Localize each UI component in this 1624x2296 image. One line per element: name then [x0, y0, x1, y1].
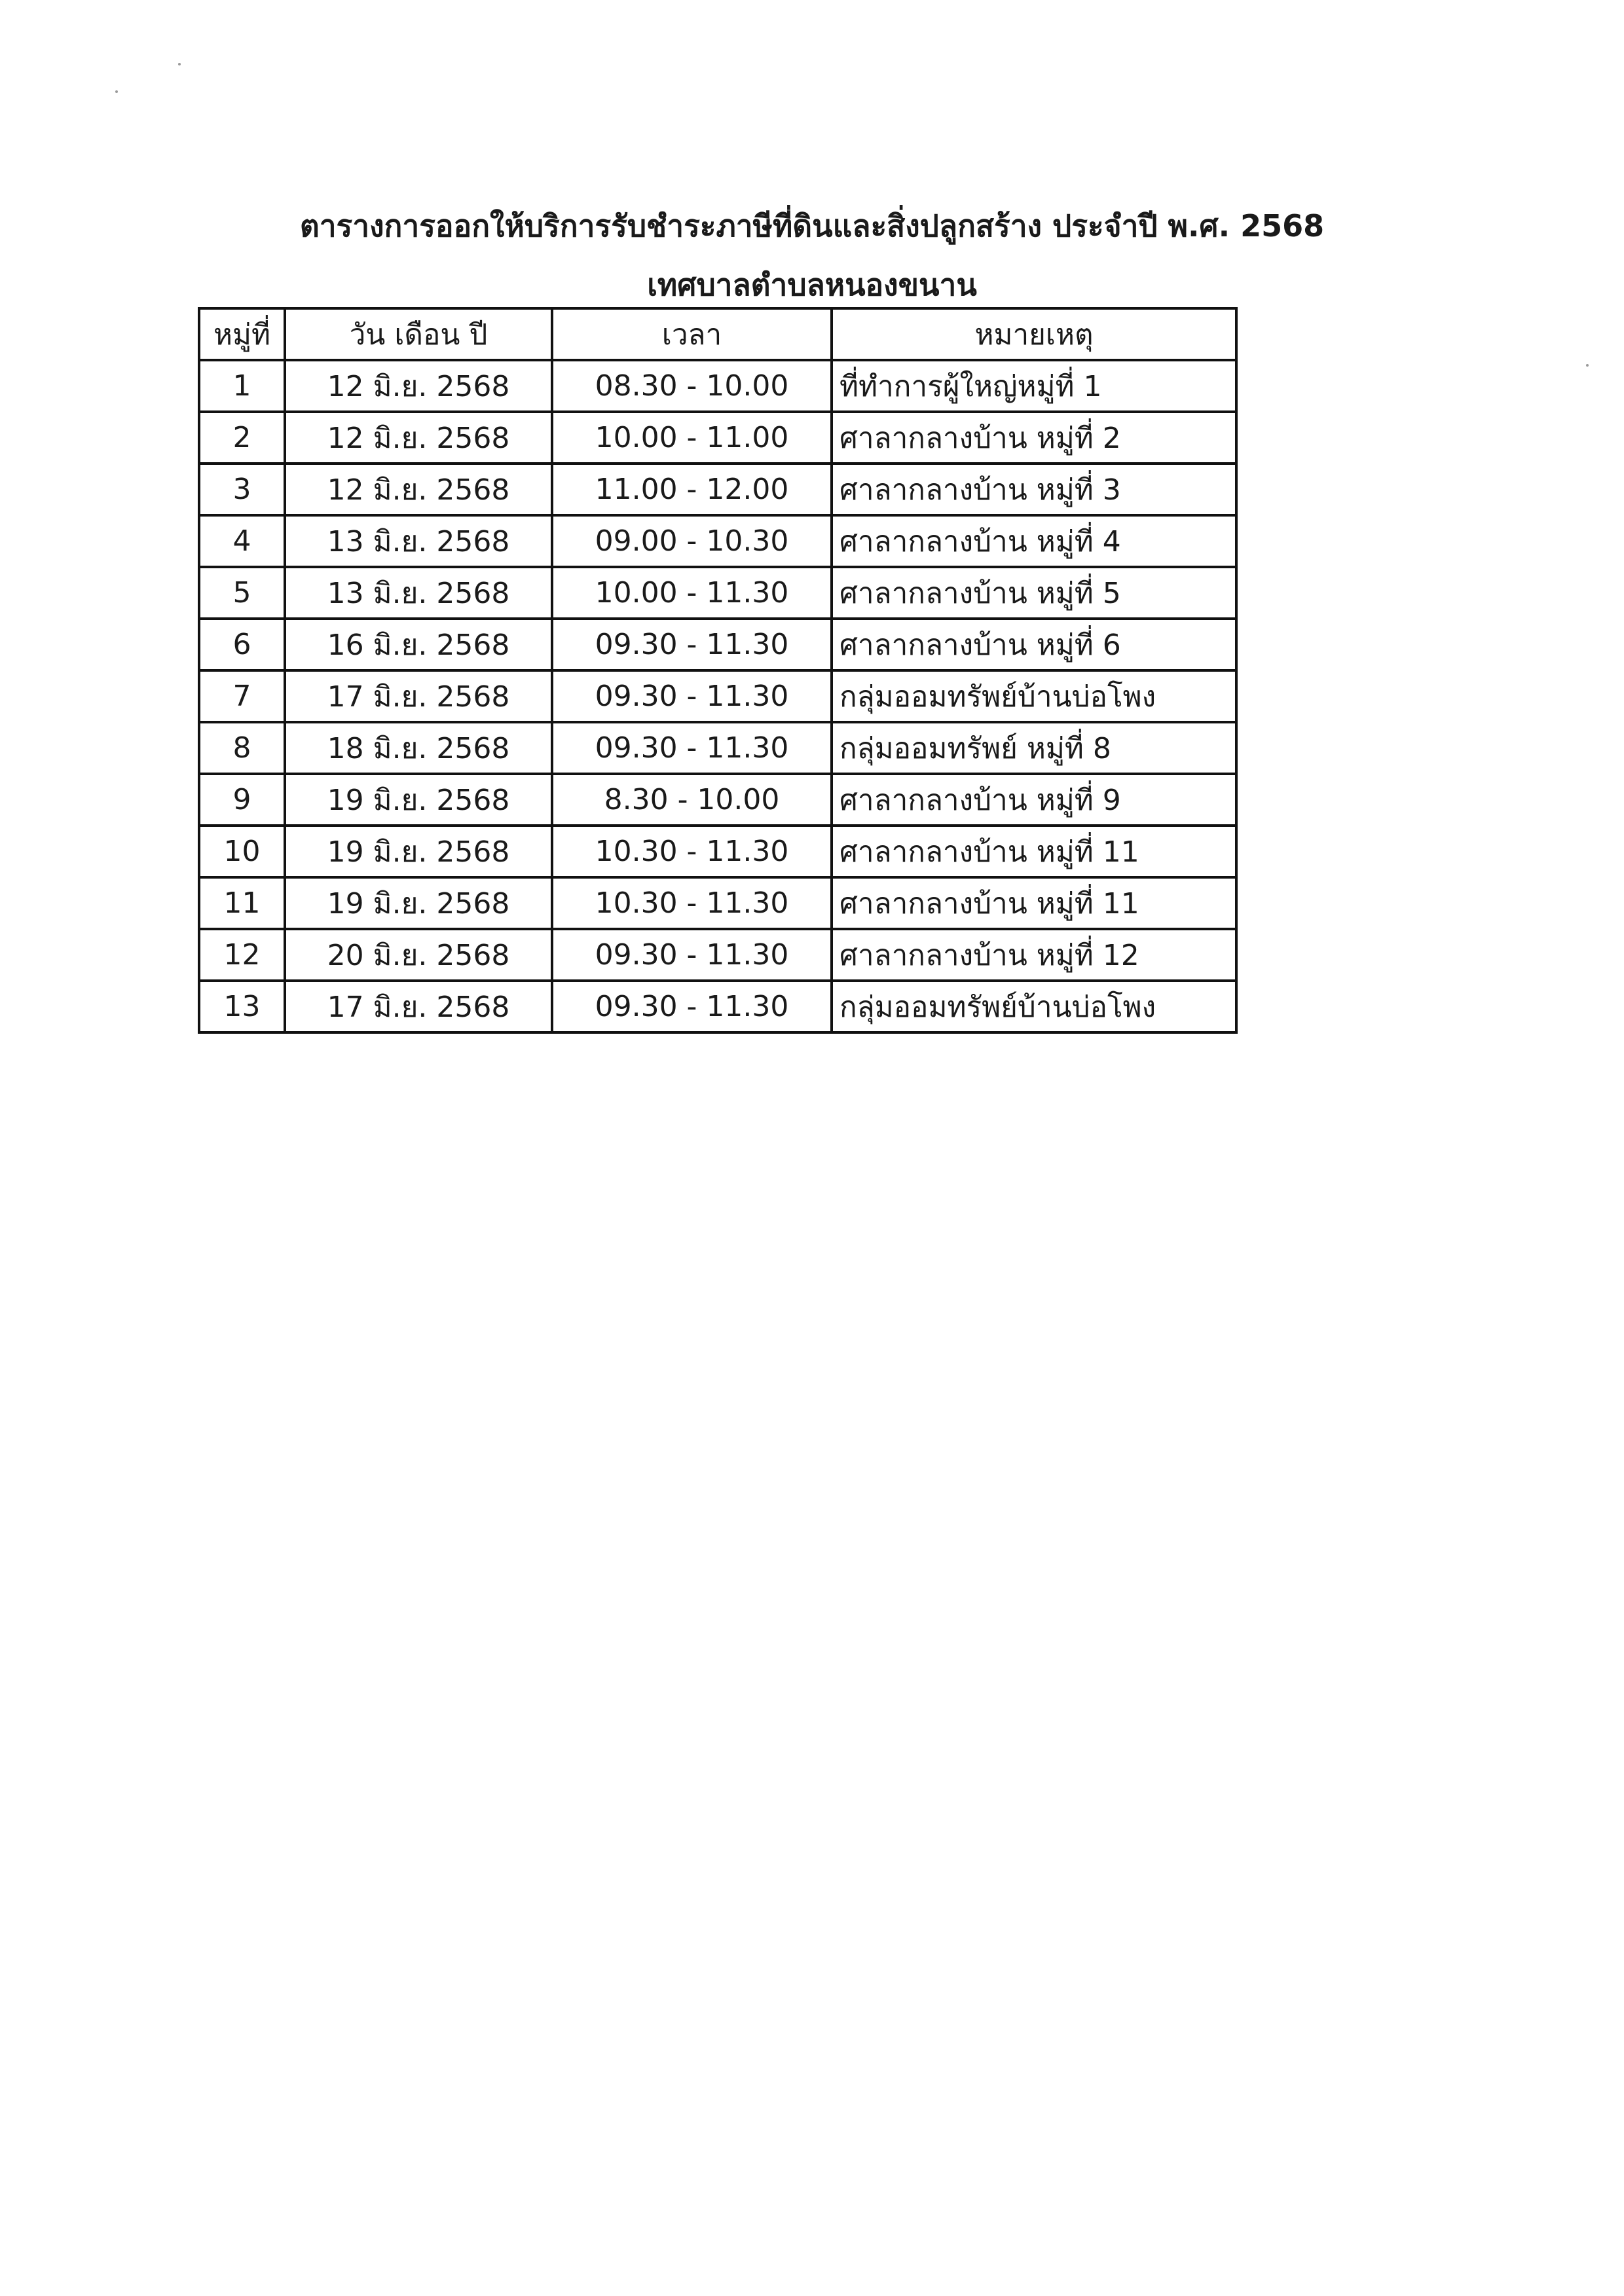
table-row: [199, 360, 1236, 412]
time-cell: 09.30 - 11.30: [552, 929, 832, 981]
village-no-cell: 5: [199, 567, 285, 619]
village-no-cell: 2: [199, 412, 285, 464]
date-cell: 12 มิ.ย. 2568: [285, 464, 552, 515]
table-row: [199, 981, 1236, 1032]
date-cell: 19 มิ.ย. 2568: [285, 774, 552, 826]
village-no-cell: 1: [199, 360, 285, 412]
table-row: [199, 722, 1236, 774]
document-subtitle: เทศบาลตำบลหนองขนาน: [647, 267, 977, 302]
village-no-cell: 6: [199, 619, 285, 670]
note-cell: ศาลากลางบ้าน หมู่ที่ 11: [832, 877, 1236, 929]
date-cell: 17 มิ.ย. 2568: [285, 670, 552, 722]
table-row: [199, 877, 1236, 929]
scan-speck: [115, 90, 118, 93]
date-cell: 18 มิ.ย. 2568: [285, 722, 552, 774]
time-cell: 09.30 - 11.30: [552, 722, 832, 774]
note-cell: ที่ทำการผู้ใหญ่หมู่ที่ 1: [832, 360, 1236, 412]
date-cell: 12 มิ.ย. 2568: [285, 412, 552, 464]
date-cell: 20 มิ.ย. 2568: [285, 929, 552, 981]
table-row: [199, 619, 1236, 670]
date-cell: 16 มิ.ย. 2568: [285, 619, 552, 670]
date-cell: 12 มิ.ย. 2568: [285, 360, 552, 412]
table-row: [199, 826, 1236, 877]
note-cell: ศาลากลางบ้าน หมู่ที่ 4: [832, 515, 1236, 567]
table-body: [199, 360, 1236, 1032]
time-cell: 10.00 - 11.30: [552, 567, 832, 619]
village-no-cell: 10: [199, 826, 285, 877]
date-cell: 19 มิ.ย. 2568: [285, 877, 552, 929]
time-cell: 10.00 - 11.00: [552, 412, 832, 464]
schedule-table: [198, 307, 1238, 1034]
note-cell: ศาลากลางบ้าน หมู่ที่ 6: [832, 619, 1236, 670]
note-cell: ศาลากลางบ้าน หมู่ที่ 2: [832, 412, 1236, 464]
header-time: เวลา: [552, 308, 832, 360]
village-no-cell: 3: [199, 464, 285, 515]
document-title: ตารางการออกให้บริการรับชำระภาษีที่ดินและสิ่งปลูกสร้าง ประจำปี พ.ศ. 2568: [299, 208, 1325, 244]
date-cell: 13 มิ.ย. 2568: [285, 515, 552, 567]
time-cell: 09.30 - 11.30: [552, 981, 832, 1032]
time-cell: 09.30 - 11.30: [552, 619, 832, 670]
village-no-cell: 9: [199, 774, 285, 826]
table-header-row: [199, 308, 1236, 360]
note-cell: กลุ่มออมทรัพย์บ้านบ่อโพง: [832, 670, 1236, 722]
village-no-cell: 11: [199, 877, 285, 929]
table-row: [199, 567, 1236, 619]
date-cell: 13 มิ.ย. 2568: [285, 567, 552, 619]
time-cell: 09.00 - 10.30: [552, 515, 832, 567]
time-cell: 09.30 - 11.30: [552, 670, 832, 722]
time-cell: 8.30 - 10.00: [552, 774, 832, 826]
time-cell: 10.30 - 11.30: [552, 826, 832, 877]
time-cell: 11.00 - 12.00: [552, 464, 832, 515]
header-date: วัน เดือน ปี: [285, 308, 552, 360]
note-cell: ศาลากลางบ้าน หมู่ที่ 9: [832, 774, 1236, 826]
village-no-cell: 12: [199, 929, 285, 981]
note-cell: ศาลากลางบ้าน หมู่ที่ 12: [832, 929, 1236, 981]
time-cell: 08.30 - 10.00: [552, 360, 832, 412]
scan-speck: [1586, 364, 1589, 367]
village-no-cell: 7: [199, 670, 285, 722]
date-cell: 17 มิ.ย. 2568: [285, 981, 552, 1032]
note-cell: กลุ่มออมทรัพย์บ้านบ่อโพง: [832, 981, 1236, 1032]
note-cell: ศาลากลางบ้าน หมู่ที่ 3: [832, 464, 1236, 515]
header-village-no: หมู่ที่: [199, 308, 285, 360]
note-cell: ศาลากลางบ้าน หมู่ที่ 11: [832, 826, 1236, 877]
village-no-cell: 4: [199, 515, 285, 567]
table-row: [199, 412, 1236, 464]
note-cell: ศาลากลางบ้าน หมู่ที่ 5: [832, 567, 1236, 619]
table-row: [199, 515, 1236, 567]
date-cell: 19 มิ.ย. 2568: [285, 826, 552, 877]
header-note: หมายเหตุ: [832, 308, 1236, 360]
table-row: [199, 464, 1236, 515]
scan-speck: [178, 63, 181, 65]
village-no-cell: 13: [199, 981, 285, 1032]
time-cell: 10.30 - 11.30: [552, 877, 832, 929]
village-no-cell: 8: [199, 722, 285, 774]
table-row: [199, 670, 1236, 722]
table-row: [199, 929, 1236, 981]
note-cell: กลุ่มออมทรัพย์ หมู่ที่ 8: [832, 722, 1236, 774]
table-row: [199, 774, 1236, 826]
